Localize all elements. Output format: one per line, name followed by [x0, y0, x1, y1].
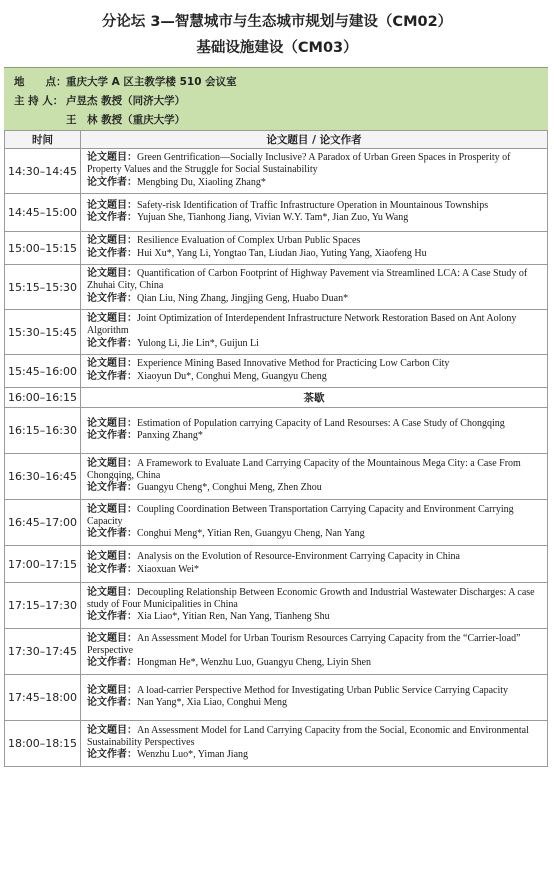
paper-author-label: 论文作者： [87, 212, 137, 223]
break-cell: 茶歇 [81, 388, 548, 408]
paper-title-line [87, 418, 545, 430]
host-1: 卢昱杰 教授（同济大学） [66, 95, 186, 107]
table-row [5, 629, 548, 675]
paper-author-line [87, 657, 545, 669]
paper-title-label: 论文题目： [87, 457, 137, 469]
paper-title-line [87, 313, 545, 338]
paper-authors: Conghui Meng*, Yitian Ren, Guangyu Cheng, Nan Yang [137, 528, 365, 540]
paper-cell [81, 194, 548, 232]
paper-cell [81, 500, 548, 546]
table-row [5, 310, 548, 355]
table-row [5, 675, 548, 721]
paper-authors: Mengbing Du, Xiaoling Zhang* [137, 176, 266, 188]
time-cell: 16:00–16:15 [5, 388, 81, 408]
table-row [5, 194, 548, 232]
paper-author-line [87, 248, 545, 260]
paper-author-line [87, 177, 545, 189]
paper-author-label: 论文作者： [87, 247, 137, 259]
time-cell: 16:45–17:00 [5, 500, 81, 546]
paper-title-label: 论文题目： [87, 313, 137, 325]
paper-author-label: 论文作者： [87, 370, 137, 382]
paper-title-label: 论文题目： [87, 358, 137, 370]
paper-authors: Xiaoxuan Wei* [137, 563, 200, 575]
paper-title-line [87, 587, 545, 612]
table-row [5, 265, 548, 310]
paper-title-label: 论文题目： [87, 503, 137, 515]
hosts-label: 主 持 人： [14, 95, 64, 107]
time-cell: 17:30–17:45 [5, 629, 81, 675]
paper-authors: Qian Liu, Ning Zhang, Jingjing Geng, Huabo Duan* [137, 292, 349, 304]
paper-author-line [87, 430, 545, 442]
paper-author-line [87, 371, 545, 383]
paper-cell [81, 408, 548, 454]
table-row [5, 721, 548, 767]
table-row [5, 500, 548, 546]
paper-title-label: 论文题目： [87, 684, 137, 696]
time-cell: 16:15–16:30 [5, 408, 81, 454]
paper-title-line [87, 685, 545, 697]
table-row [5, 454, 548, 500]
paper-author-line [87, 697, 545, 709]
paper-title: Experience Mining Based Innovative Method for Practicing Low Carbon City [137, 358, 450, 370]
paper-cell [81, 583, 548, 629]
paper-author-label: 论文作者： [87, 749, 137, 761]
paper-title-line [87, 504, 545, 529]
paper-title: Coupling Coordination Between Transportation Carrying Capacity and Environment Carrying Capacity [87, 503, 514, 527]
table-row [5, 355, 548, 388]
time-column-header: 时间 [5, 131, 81, 149]
location-value: 重庆大学 A 区主教学楼 510 会议室 [66, 76, 237, 88]
table-row [5, 408, 548, 454]
time-cell: 16:30–16:45 [5, 454, 81, 500]
paper-author-label: 论文作者： [87, 697, 137, 708]
paper-title: Decoupling Relationship Between Economic Growth and Industrial Wastewater Discharges: A case study of Four Municipalities in China [87, 586, 535, 610]
paper-title-label: 论文题目： [87, 724, 137, 736]
paper-cell [81, 721, 548, 767]
paper-title-line [87, 551, 545, 563]
table-row [5, 232, 548, 265]
paper-title: A load-carrier Perspective Method for Investigating Urban Public Service Carrying Capacity [137, 684, 508, 696]
paper-cell [81, 675, 548, 721]
time-cell: 17:15–17:30 [5, 583, 81, 629]
paper-cell [81, 355, 548, 388]
paper-authors: Hongman He*, Wenzhu Luo, Guangyu Cheng, Liyin Shen [137, 657, 371, 669]
paper-title-label: 论文题目： [87, 586, 137, 598]
paper-cell [81, 546, 548, 583]
paper-author-line [87, 749, 545, 761]
paper-author-label: 论文作者： [87, 611, 137, 623]
paper-authors: Wenzhu Luo*, Yiman Jiang [137, 749, 249, 761]
paper-author-line [87, 338, 545, 350]
session-info-box [4, 67, 548, 130]
paper-title-line [87, 725, 545, 750]
time-cell: 17:45–18:00 [5, 675, 81, 721]
paper-title: An Assessment Model for Land Carrying Capacity from the Social, Economic and Environmental Sustainability Perspectives [87, 724, 529, 748]
paper-author-label: 论文作者： [87, 657, 137, 669]
paper-authors: Hui Xu*, Yang Li, Yongtao Tan, Liudan Jiao, Yuting Yang, Xiaofeng Hu [137, 247, 427, 259]
paper-title: A Framework to Evaluate Land Carrying Capacity of the Mountainous Mega City: a Case From Chongqing, China [87, 457, 521, 481]
paper-title-label: 论文题目： [87, 268, 137, 280]
paper-author-label: 论文作者： [87, 482, 137, 494]
paper-title: Safety-risk Identification of Traffic Infrastructure Operation in Mountainous Townships [137, 199, 489, 211]
paper-authors: Xiaoyun Du*, Conghui Meng, Guangyu Cheng [137, 370, 327, 382]
host-2: 王 林 教授（重庆大学） [66, 114, 186, 126]
table-row [5, 546, 548, 583]
time-cell: 15:00–15:15 [5, 232, 81, 265]
paper-author-label: 论文作者： [87, 176, 137, 188]
forum-title: 分论坛 3—智慧城市与生态城市规划与建设（CM02） [101, 14, 453, 30]
paper-title: An Assessment Model for Urban Tourism Resources Carrying Capacity from the “Carrier-load” Perspective [87, 632, 521, 656]
host-line-1 [14, 93, 185, 108]
time-cell: 15:30–15:45 [5, 310, 81, 355]
paper-title: Estimation of Population carrying Capacity of Land Resourses: A Case Study of Chongqing [137, 417, 505, 429]
paper-author-label: 论文作者： [87, 292, 137, 304]
paper-authors: Xia Liao*, Yitian Ren, Nan Yang, Tianheng Shu [137, 611, 330, 623]
paper-cell [81, 454, 548, 500]
paper-authors: Nan Yang*, Xia Liao, Conghui Meng [137, 697, 287, 708]
paper-title: Analysis on the Evolution of Resource-Environment Carrying Capacity in China [137, 551, 460, 563]
paper-title-line [87, 235, 545, 247]
paper-cell [81, 310, 548, 355]
time-cell: 15:15–15:30 [5, 265, 81, 310]
location-label: 地 点： [14, 76, 67, 88]
time-cell: 15:45–16:00 [5, 355, 81, 388]
paper-title-label: 论文题目： [87, 199, 137, 211]
time-cell: 17:00–17:15 [5, 546, 81, 583]
table-row [5, 149, 548, 194]
paper-cell [81, 629, 548, 675]
paper-title-label: 论文题目： [87, 551, 137, 563]
paper-author-label: 论文作者： [87, 563, 137, 575]
break-row [5, 388, 548, 408]
paper-author-line [87, 293, 545, 305]
paper-title-line [87, 200, 545, 212]
paper-title-label: 论文题目： [87, 632, 137, 644]
paper-title-line [87, 633, 545, 658]
paper-author-line [87, 482, 545, 494]
paper-cell [81, 265, 548, 310]
table-row [5, 583, 548, 629]
paper-author-label: 论文作者： [87, 337, 137, 349]
paper-author-label: 论文作者： [87, 528, 137, 540]
time-cell: 14:30–14:45 [5, 149, 81, 194]
table-header-row [5, 131, 548, 149]
paper-authors: Guangyu Cheng*, Conghui Meng, Zhen Zhou [137, 482, 322, 494]
paper-authors: Yujuan She, Tianhong Jiang, Vivian W.Y. Tam*, Jian Zuo, Yu Wang [137, 212, 409, 223]
time-cell: 18:00–18:15 [5, 721, 81, 767]
content-column-header: 论文题目 / 论文作者 [81, 131, 548, 149]
paper-title-line [87, 268, 545, 293]
location-line [14, 74, 237, 89]
paper-title-label: 论文题目： [87, 417, 137, 429]
paper-title: Joint Optimization of Interdependent Infrastructure Network Restoration Based on Ant Aolony Algorithm [87, 313, 517, 337]
paper-author-line [87, 611, 545, 623]
paper-title-line [87, 458, 545, 483]
time-cell: 14:45–15:00 [5, 194, 81, 232]
paper-title-line [87, 358, 545, 370]
paper-title: Green Gentrification—Socially Inclusive? A Paradox of Urban Green Spaces in Prosperity of Property Values and the Struggle for Social Sustainability [87, 152, 511, 176]
paper-title-line [87, 152, 545, 177]
paper-author-line [87, 564, 545, 576]
host-line-2 [14, 112, 185, 127]
paper-title-label: 论文题目： [87, 152, 137, 164]
paper-title-label: 论文题目： [87, 235, 137, 247]
paper-author-line [87, 528, 545, 540]
paper-title: Resilience Evaluation of Complex Urban Public Spaces [137, 235, 361, 247]
paper-cell [81, 149, 548, 194]
paper-author-label: 论文作者： [87, 430, 137, 441]
paper-authors: Yulong Li, Jie Lin*, Guijun Li [137, 337, 259, 349]
paper-title: Quantification of Carbon Footprint of Highway Pavement via Streamlined LCA: A Case Study of Zhuhai City, China [87, 268, 528, 292]
paper-authors: Panxing Zhang* [137, 430, 203, 441]
paper-cell [81, 232, 548, 265]
forum-subtitle: 基础设施建设（CM03） [196, 40, 358, 56]
paper-author-line [87, 212, 545, 224]
schedule-table [4, 130, 548, 767]
